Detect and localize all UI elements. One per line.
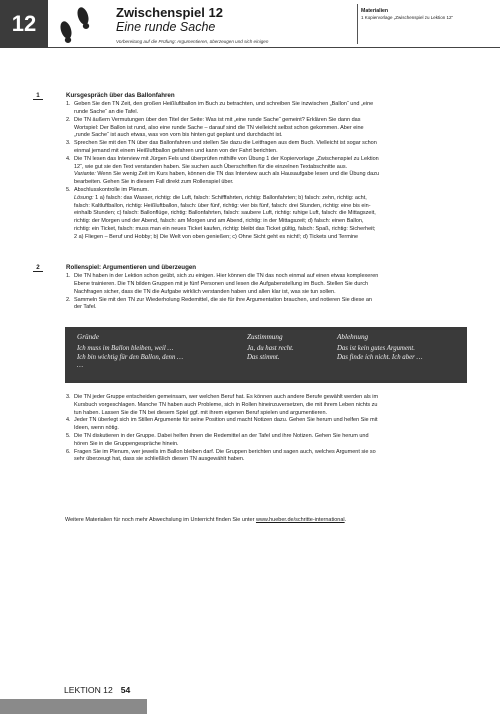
- item-line: Nachfragen sicher, dass die TN die Aufgabe wirklich verstanden haben und allen klar ist, was sie tun sollen.: [74, 288, 336, 295]
- item-line: Wortspiel: Der Ballon ist rund, also eine runde Sache – darauf sind die TN vielleicht selbst schon gekommen. Aber eine: [74, 124, 364, 131]
- page-footer: [0, 681, 500, 714]
- board-column-gruende: [77, 333, 183, 371]
- item-line: 12“, wie gut sie den Text verstanden haben. Sie suchen auch Überschriften für die einzelnen Textabschnitte aus.: [74, 163, 348, 170]
- item-line: Geben Sie den TN Zeit, den großen Heißluftballon im Buch zu betrachten, und schreiben Sie inzwischen „Ballon“ und „eine: [74, 101, 374, 108]
- item-line: richtig: ein Ticket, falsch: muss man ein neues Ticket kaufen, richtig: bleibt das Ticket gültig, falsch: Spaß, richtig: Sicherheit;: [74, 225, 376, 232]
- item-line: [74, 171, 470, 179]
- materials-heading: Materialien: [361, 8, 389, 14]
- item-line: Fragen Sie im Plenum, wer jeweils im Ballon bleiben darf. Die Gruppen berichten und sagen auch, welches Argument sie so: [74, 448, 376, 455]
- list-item: [66, 101, 470, 117]
- page-title: Zwischenspiel 12: [116, 5, 223, 20]
- item-number: 1.: [66, 101, 71, 108]
- column-heading: Gründe: [77, 333, 99, 341]
- task-list: [40, 394, 470, 464]
- item-line: Die TN jeder Gruppe entscheiden gemeinsam, wer welchen Beruf hat. Es können auch andere Berufe gewählt werden als im: [74, 394, 379, 400]
- footprints-icon: [52, 4, 98, 44]
- item-number: 3.: [66, 394, 71, 400]
- board-line: Das stimmt.: [247, 353, 280, 361]
- item-line: sehr überzeugt hat, dass sie schließlich diesen TN ausgewählt haben.: [74, 456, 245, 463]
- note-text: Weitere Materialien für noch mehr Abwechslung im Unterricht finden Sie unter: [65, 517, 256, 523]
- title-block: [116, 6, 346, 44]
- footer-lesson: LEKTION 12: [64, 685, 113, 695]
- item-number: 1.: [66, 273, 71, 280]
- variant-label: Variante:: [74, 171, 96, 178]
- section-number: 1: [33, 92, 43, 100]
- section-rollenspiel-continued: [40, 393, 470, 464]
- page-header: [0, 0, 500, 48]
- list-item: [66, 433, 470, 449]
- item-number: 2.: [66, 116, 71, 123]
- item-number: 3.: [66, 140, 71, 147]
- section-title: Kursgespräch über das Ballonfahren: [66, 92, 175, 99]
- item-line: Die TN haben in der Lektion schon geübt, sich zu einigen. Hier können die TN das noch einmal auf einen etwas komplexeren: [74, 273, 379, 280]
- item-number: 2.: [66, 296, 71, 303]
- section-kursgespraech: [36, 92, 470, 242]
- item-number: 4.: [66, 155, 71, 162]
- note-end: .: [344, 517, 347, 523]
- item-line: Sammeln Sie mit den TN zur Wiederholung Redemittel, die sie für ihre Argumentation brauchen, und notieren Sie diese an: [74, 296, 372, 303]
- task-list: [40, 273, 470, 312]
- redemittel-board: [65, 327, 467, 383]
- item-line: 2 a) Fliegen – Beruf und Hobby; b) Die Welt von oben genießen; c) Ohne Sicht geht es nicht!; d) Tickets und Termine: [74, 233, 359, 240]
- board-column-ablehnung: [337, 333, 423, 362]
- task-list: [40, 101, 470, 241]
- list-item: [66, 273, 470, 296]
- item-line: einmal jemand mit einem Heißluftballon gefahren und kann von der Fahrt berichten.: [74, 147, 278, 154]
- item-line: Die TN diskutieren in der Gruppe. Dabei helfen ihnen die Redemittel an der Tafel und ihre Notizen. Gehen Sie herum und: [74, 432, 369, 439]
- page-description: Vorbereitung auf die Prüfung: Argumentieren, überzeugen und sich einigen: [116, 39, 269, 44]
- item-line: Abschlusskontrolle im Plenum.: [74, 186, 149, 193]
- item-line: hören Sie in die Gruppengespräche hinein.: [74, 440, 179, 447]
- board-line: Das ist kein gutes Argument.: [337, 345, 415, 352]
- section-rollenspiel: [36, 264, 470, 312]
- hueber-link[interactable]: www.hueber.de/schritte-international: [255, 517, 345, 523]
- item-line: Jeder TN überlegt sich im Stillen Argumente für seine Position und macht Notizen dazu. Gehen Sie herum und helfen Sie mit: [74, 417, 378, 424]
- board-line: …: [77, 362, 84, 369]
- item-line: Ebene trainieren. Die TN bilden Gruppen mit je fünf Personen und lesen die Aufgabenstellung im Buch. Stellen Sie durch: [74, 281, 369, 287]
- header-rule: [48, 47, 500, 48]
- page-number: 54: [120, 685, 131, 695]
- header-divider: [357, 4, 358, 44]
- list-item: [66, 297, 470, 313]
- item-line: Die TN äußern Vermutungen über den Titel der Seite: Was ist mit „eine runde Sache“ gemeint? Erklären Sie dann das: [74, 116, 361, 123]
- item-line: runde Sache“ an die Tafel.: [74, 109, 139, 115]
- board-line: Ja, du hast recht.: [247, 345, 294, 352]
- list-item: [66, 187, 470, 242]
- item-number: 5.: [66, 432, 71, 439]
- item-line: einhalb Stunden; c) falsch: Ballonflüge, richtig: Ballonfahrten, falsch: saubere Luft, richtig: ruhige Luft, falsch: die Mittagszeit,: [74, 210, 376, 217]
- item-line: tun haben. Lassen Sie die TN bei diesem Spiel ggf. mit ihrem eigenen Beruf spielen und argumentieren.: [74, 409, 328, 416]
- board-column-zustimmung: [247, 333, 294, 362]
- item-line: bearbeiten. Gehen Sie in diesem Fall direkt zum Rollenspiel über.: [74, 179, 234, 186]
- board-line: Das finde ich nicht. Ich aber …: [337, 353, 423, 361]
- footer-text: [64, 685, 130, 695]
- item-line: Kursbuch vorgeschlagen. Manche TN haben auch Probleme, sich in Rollen hineinzuversetzen, die mit ihrem Leben nichts zu: [74, 401, 378, 408]
- item-number: 6.: [66, 448, 71, 455]
- more-materials-note: [65, 517, 346, 523]
- item-line: [74, 195, 470, 203]
- item-number: 5.: [66, 186, 71, 193]
- list-item: [66, 394, 470, 417]
- section-title: Rollenspiel: Argumentieren und überzeugen: [66, 264, 197, 271]
- list-item: [66, 140, 470, 156]
- board-line: Ich muss im Ballon bleiben, weil …: [77, 345, 174, 352]
- lesson-number-badge: 12: [0, 0, 48, 48]
- list-item: [66, 117, 470, 140]
- page-subtitle: Eine runde Sache: [116, 20, 216, 34]
- materials-box: [361, 8, 496, 20]
- item-line: richtig: der Morgen und der Abend, falsch: am Morgen und am Abend, richtig: in der Mittagszeit; d) falsch: einen Ballon,: [74, 218, 364, 225]
- column-heading: Ablehnung: [337, 333, 369, 341]
- board-line: Ich bin wichtig für den Ballon, denn …: [77, 353, 184, 361]
- solution-text: 1 a) falsch: das Wasser, richtig: die Luft, falsch: Schifffahrten, richtig: Ballonfahrten; b) falsch: zehn, richtig: acht,: [93, 194, 367, 201]
- section-number: 2: [33, 264, 43, 272]
- item-line: Die TN lesen das Interview mit Jürgen Fels und überprüfen mithilfe von Übung 1 der Kopiervorlage „Zwischenspiel zu Lektion: [74, 155, 379, 162]
- item-line: der Tafel.: [74, 304, 97, 311]
- list-item: [66, 449, 470, 465]
- materials-text: 1 Kopiervorlage „Zwischenspiel zu Lektion 12“: [361, 15, 454, 20]
- list-item: [66, 156, 470, 187]
- list-item: [66, 417, 470, 433]
- item-line: Ideen, wenn nötig.: [74, 425, 119, 432]
- solution-label: Lösung:: [74, 194, 94, 201]
- column-heading: Zustimmung: [247, 333, 283, 341]
- variant-text: Wenn Sie wenig Zeit im Kurs haben, können die TN das Interview auch als Hausaufgabe lesen und die Übung dazu: [95, 171, 380, 178]
- footer-bar: [0, 699, 147, 714]
- item-line: „runde Sache“ ist auch etwas, was von vorn bis hinten gut geplant und durchdacht ist.: [74, 132, 283, 139]
- item-number: 4.: [66, 417, 71, 424]
- item-line: Sprechen Sie mit den TN über das Ballonfahren und stellen Sie dazu die Leitfragen aus dem Buch. Vielleicht ist sogar schon: [74, 140, 377, 147]
- item-line: falsch: Kaltluftballon, richtig: Heißluftballon, falsch: über fünf, richtig: vier bis fünf, falsch: drei Stunden, richtig: eine bis ein-: [74, 202, 371, 209]
